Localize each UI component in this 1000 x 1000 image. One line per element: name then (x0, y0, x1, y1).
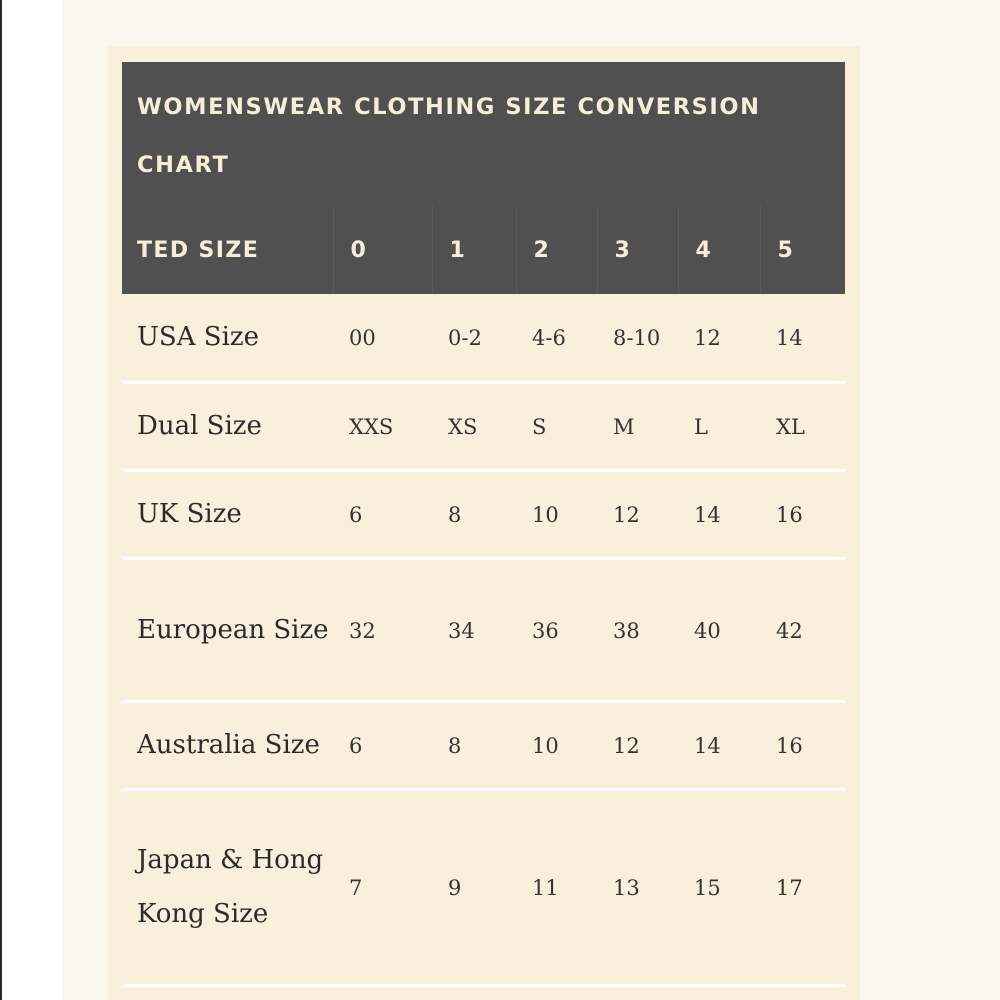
table-cell: 36 (516, 558, 597, 701)
table-row-usa (122, 294, 845, 382)
table-cell: 14 (678, 701, 760, 789)
table-title: WOMENSWEAR CLOTHING SIZE CONVERSION CHART (122, 62, 845, 206)
table-cell: 34 (432, 558, 516, 701)
row-label: Dual Size (122, 382, 333, 470)
table-cell: 32 (333, 558, 432, 701)
table-cell: 9 (432, 789, 516, 985)
table-cell: 12 (678, 294, 760, 382)
table-cell: 16 (760, 470, 845, 558)
header-size-2: 2 (516, 206, 597, 294)
table-row-uk (122, 470, 845, 558)
table-cell: 15 (678, 789, 760, 985)
table-cell: 14 (678, 470, 760, 558)
table-cell: 8 (432, 701, 516, 789)
table-cell: XS (432, 382, 516, 470)
row-label: Australia Size (122, 701, 333, 789)
table-cell: 6 (333, 470, 432, 558)
table-row-european (122, 558, 845, 701)
table-row-australia (122, 701, 845, 789)
table-cell: 6 (333, 701, 432, 789)
size-conversion-table (122, 62, 845, 987)
row-label: Japan & Hong Kong Size (122, 789, 333, 985)
table-cell: 16 (760, 701, 845, 789)
ted-size-header-row (122, 206, 845, 294)
header-size-0: 0 (333, 206, 432, 294)
left-edge-rule (0, 0, 2, 1000)
table-cell: M (597, 382, 678, 470)
table-cell: 13 (597, 789, 678, 985)
table-cell: L (678, 382, 760, 470)
table-cell: 40 (678, 558, 760, 701)
title-row (122, 62, 845, 206)
header-label: TED SIZE (122, 206, 333, 294)
header-size-3: 3 (597, 206, 678, 294)
row-label: European Size (122, 558, 333, 701)
table-cell: 17 (760, 789, 845, 985)
table-cell: 00 (333, 294, 432, 382)
table-cell: 7 (333, 789, 432, 985)
table-cell: XL (760, 382, 845, 470)
table-cell: 8 (432, 470, 516, 558)
table-cell: 14 (760, 294, 845, 382)
row-label: UK Size (122, 470, 333, 558)
header-size-1: 1 (432, 206, 516, 294)
table-cell: S (516, 382, 597, 470)
table-cell: 8-10 (597, 294, 678, 382)
table-cell: 42 (760, 558, 845, 701)
table-cell: 12 (597, 470, 678, 558)
table-cell: XXS (333, 382, 432, 470)
table-cell: 0-2 (432, 294, 516, 382)
table-cell: 11 (516, 789, 597, 985)
header-size-4: 4 (678, 206, 760, 294)
table-cell: 10 (516, 470, 597, 558)
table-row-dual (122, 382, 845, 470)
table-cell: 10 (516, 701, 597, 789)
table-row-japan-hong-kong (122, 789, 845, 985)
table-cell: 12 (597, 701, 678, 789)
header-size-5: 5 (760, 206, 845, 294)
table-cell: 38 (597, 558, 678, 701)
table-cell: 4-6 (516, 294, 597, 382)
row-label: USA Size (122, 294, 333, 382)
